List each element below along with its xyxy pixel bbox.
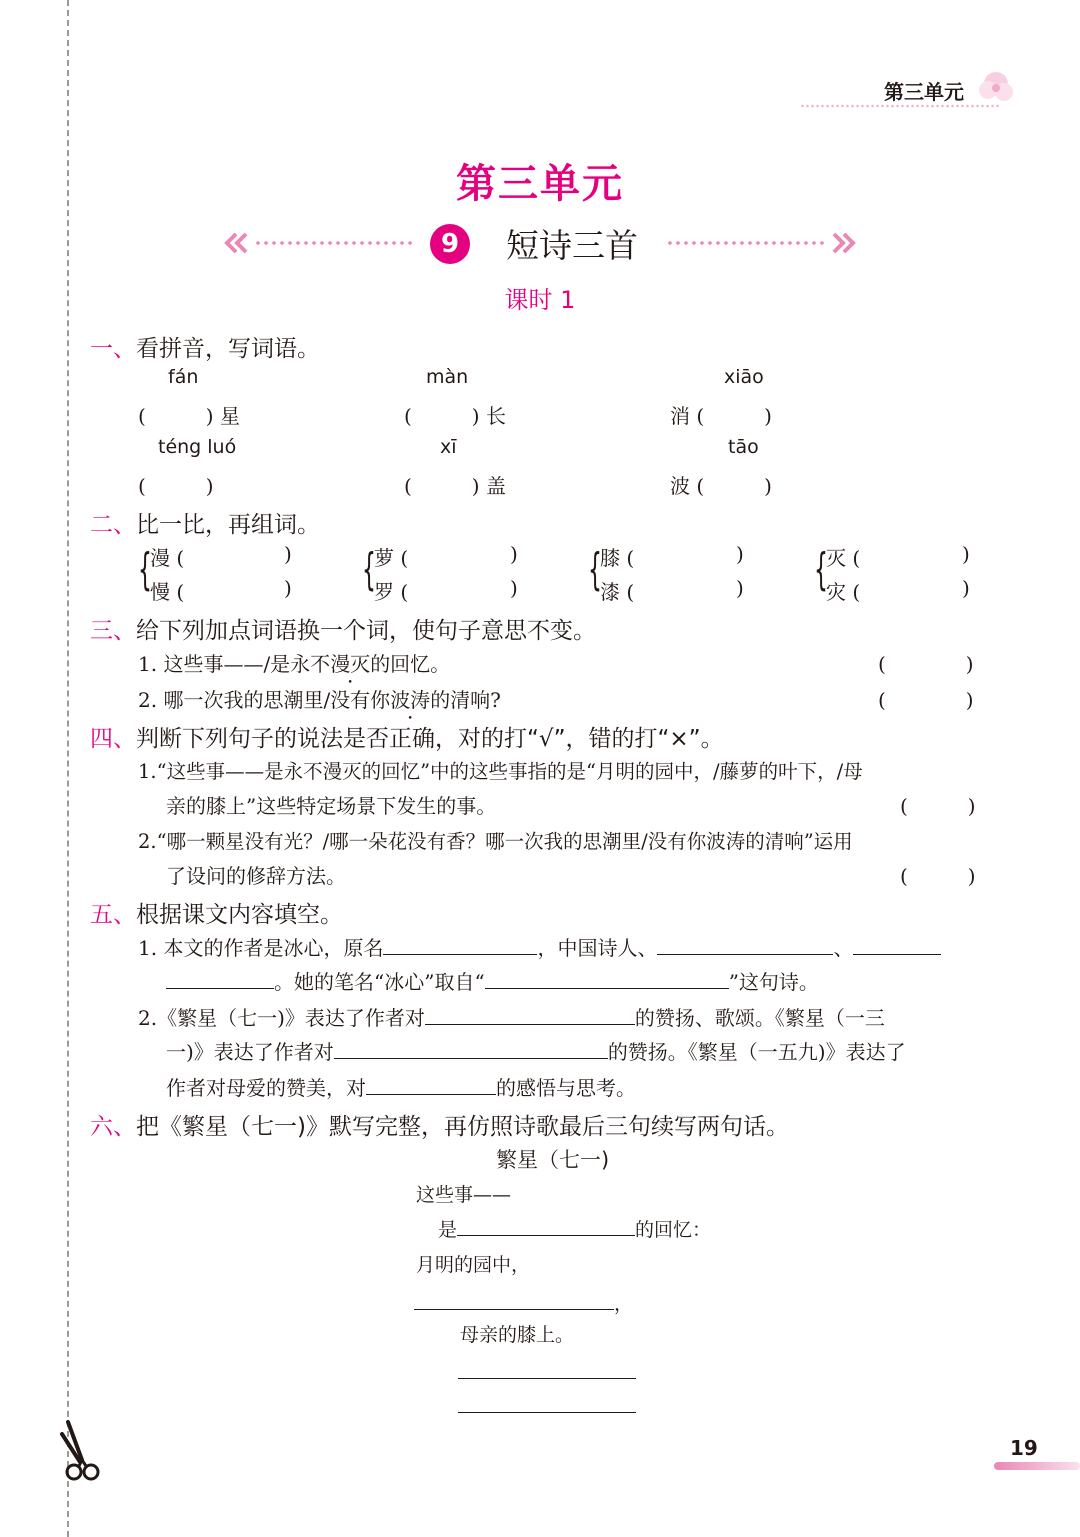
section-title: 比一比，再组词。 [136,512,320,538]
pair-bottom-char: 罗 ( [374,580,409,604]
title-dots-right [666,241,826,245]
pair-bottom-char: 漆 ( [600,580,635,604]
question-text: 、 [833,936,854,960]
title-dots-left [254,241,414,245]
section-number: 三、 [90,618,136,644]
answer-paren[interactable]: ( ) [900,864,976,888]
page-number: 19 [1010,1436,1038,1460]
section-3-heading [90,612,596,645]
question-text: 1. 本文的作者是冰心，原名 [138,936,384,960]
pair-bottom-char: 灾 ( [826,580,861,604]
question-5-2-line3 [166,1072,636,1101]
fill-blank[interactable] [366,1073,496,1095]
right-chevron-icon [828,232,856,258]
fill-blank[interactable] [334,1037,608,1059]
period-title: 课时 1 [504,286,576,314]
question-text: 。她的笔名“冰心”取自“ [274,970,485,994]
fill-blank[interactable] [853,933,941,955]
section-1-heading [90,330,320,363]
poem-line-5: 母亲的膝上。 [460,1324,575,1346]
section-2-heading [90,506,320,539]
answer-paren[interactable]: ( ) [900,794,976,818]
lesson-number: 9 [440,229,460,259]
header-dotted-rule [800,104,1000,108]
blank-item[interactable]: ( ) [138,474,214,498]
section-title: 给下列加点词语换一个词，使句子意思不变。 [136,618,596,644]
question-4-2-line1: 2.“哪一颗星没有光？/哪一朵花没有香？哪一次我的思潮里/没有你波涛的清响”运用 [138,830,853,853]
question-4-1-line1: 1.“这些事——是永不漫灭的回忆”中的这些事指的是“月明的园中，/藤萝的叶下，/母 [138,760,863,783]
pair-close[interactable]: ) [510,542,518,566]
poem-text: 的回忆： [635,1219,712,1241]
question-3-1 [138,648,450,677]
dotted-word: 波涛 [390,688,431,712]
writing-line[interactable] [458,1412,636,1413]
question-text: 的赞扬、歌颂。《繁星（一三 [634,1006,885,1030]
question-text: 的赞扬。《繁星（一五九)》表达了 [607,1040,906,1064]
blank-item[interactable]: 波 ( ) [670,474,772,498]
fill-blank[interactable] [414,1288,614,1310]
brace: { [362,544,376,595]
section-number: 六、 [90,1114,136,1140]
fill-blank[interactable] [657,933,833,955]
section-number: 五、 [90,902,136,928]
section-number: 二、 [90,512,136,538]
brace: { [814,544,828,595]
scissors-icon [58,1420,104,1484]
question-text: 作者对母爱的赞美，对 [166,1076,366,1100]
section-5-heading [90,896,343,929]
question-3-2 [138,684,501,713]
pair-close[interactable]: ) [736,542,744,566]
poem-text: ， [614,1293,634,1315]
section-title: 判断下列句子的说法是否正确，对的打“√”，错的打“×”。 [136,726,724,752]
section-6-heading [90,1108,789,1141]
answer-paren[interactable]: ( ) [878,688,974,712]
question-text: 的回忆。 [370,652,451,676]
lesson-title: 短诗三首 [506,226,638,265]
pair-close[interactable]: ) [284,576,292,600]
question-text: 1. 这些事——/是永不 [138,652,331,676]
question-4-1-line2: 亲的膝上”这些特定场景下发生的事。 [166,794,497,818]
question-5-2-line2 [166,1036,906,1065]
writing-line[interactable] [458,1378,636,1379]
poem-line-3: 月明的园中， [416,1254,531,1276]
brace: { [138,544,152,595]
fill-blank[interactable] [383,933,537,955]
question-5-2-line1 [138,1002,885,1031]
page-number-bar [994,1462,1080,1470]
pair-top-char: 萝 ( [374,546,409,570]
pinyin-5: xī [440,436,457,458]
question-text: 2. 哪一次我的思潮里/没有你 [138,688,391,712]
section-title: 根据课文内容填空。 [136,902,343,928]
blank-item[interactable]: ( ) 长 [404,404,506,428]
question-text: 2.《繁星（七一)》表达了作者对 [138,1006,425,1030]
pinyin-6: tāo [728,436,759,458]
pair-top-char: 漫 ( [150,546,185,570]
section-number: 一、 [90,336,136,362]
section-number: 四、 [90,726,136,752]
pair-close[interactable]: ) [736,576,744,600]
question-text: 的感悟与思考。 [496,1076,636,1100]
pair-top-char: 膝 ( [600,546,635,570]
pinyin-3: xiāo [724,366,764,388]
section-title: 看拼音，写词语。 [136,336,320,362]
lesson-number-badge [430,224,470,264]
dotted-word: 漫灭 [330,652,371,676]
header-unit-label: 第三单元 [884,80,964,104]
unit-title: 第三单元 [456,161,624,207]
poem-line-4 [414,1288,633,1316]
question-text: ，中国诗人、 [537,936,658,960]
section-4-heading [90,720,724,753]
pair-close[interactable]: ) [510,576,518,600]
blank-item[interactable]: ( ) 盖 [404,474,506,498]
pair-bottom-char: 慢 ( [150,580,185,604]
blank-item[interactable]: 消 ( ) [670,404,772,428]
brace: { [588,544,602,595]
pair-close[interactable]: ) [962,542,970,566]
fill-blank[interactable] [457,1214,635,1236]
question-text: 一)》表达了作者对 [166,1040,334,1064]
pinyin-4: téng luó [158,436,237,458]
cut-line [67,0,69,1537]
pair-close[interactable]: ) [284,542,292,566]
fill-blank[interactable] [166,967,274,989]
question-4-2-line2: 了设问的修辞方法。 [166,864,346,888]
poem-line-2 [438,1214,711,1242]
fill-blank[interactable] [485,967,729,989]
answer-paren[interactable]: ( ) [878,652,974,676]
poem-title: 繁星（七一) [496,1148,610,1172]
poem-line-1: 这些事—— [416,1184,512,1206]
question-5-1-line2 [166,966,819,995]
pinyin-2: màn [426,366,469,388]
pinyin-1: fán [168,366,199,388]
pair-close[interactable]: ) [962,576,970,600]
section-title: 把《繁星（七一)》默写完整，再仿照诗歌最后三句续写两句话。 [136,1114,789,1140]
poem-text: 是 [438,1219,458,1241]
fill-blank[interactable] [425,1003,635,1025]
pair-top-char: 灭 ( [826,546,861,570]
blank-item[interactable]: ( ) 星 [138,404,240,428]
left-chevron-icon [224,232,252,258]
question-text: 的清响? [430,688,501,712]
question-text: ”这句诗。 [728,970,819,994]
question-5-1-line1 [138,932,941,961]
